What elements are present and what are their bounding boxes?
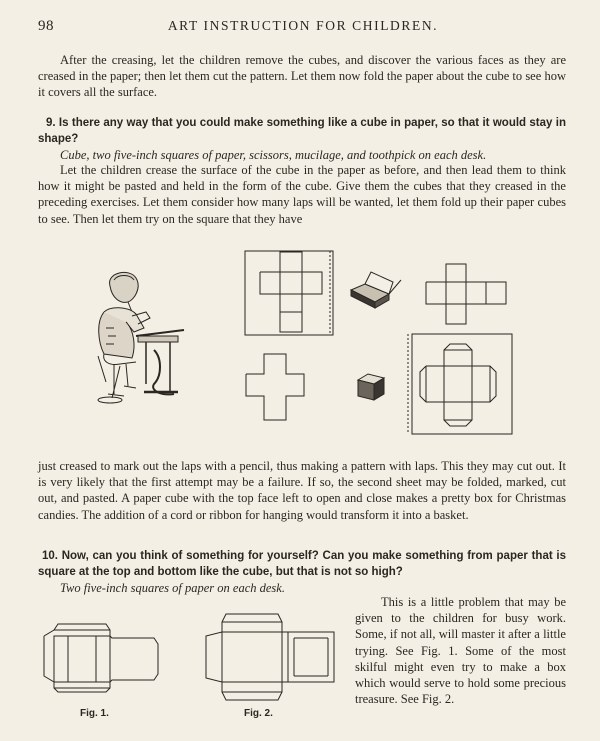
girl-at-desk-illustration [84,266,192,416]
figure-1-caption: Fig. 1. [80,708,109,719]
small-cube-image [354,370,388,404]
page-number: 98 [38,18,54,34]
paragraph-crease-surface: Let the children crease the surface of the cube in the paper as before, and then lead them to think how it might be pasted and held in the form of the cube. Give them the cubes that they creased in the preceding exercises. Let them consider how many laps will be wanted, let them fold up their paper cubes to see. Then let them try on the square that they have [38,163,566,226]
paragraph-creasing: After the creasing, let the children remove the cubes, and discover the various faces as they are creased in the paper; then let them cut the pattern. Let them now fold the paper about the cube to see how it covers all the surface. [38,53,566,100]
figure-2-box-pattern [198,610,338,704]
cross-shape-diagram [242,350,326,424]
figure-1-box-pattern [40,618,162,696]
paragraph-laps: just creased to mark out the laps with a pencil, thus making a pattern with laps. This they may cut out. It is very likely that the first attempt may be a failure. If so, the second sheet may be folded, marked, cut out, and pasted. A paper cube with the top face left to open and close makes a pretty box for Christmas candies. The addition of a cord or ribbon for hanging would transform it into a basket. [38,459,566,522]
page-header [38,18,568,36]
cross-pattern-diagram [422,262,508,326]
pattern-with-laps-diagram [404,332,516,436]
materials-10: Two five-inch squares of paper on each desk. [60,581,285,595]
materials-9: Cube, two five-inch squares of paper, scissors, mucilage, and toothpick on each desk. [60,148,487,162]
folding-cube-image [345,268,407,312]
creased-square-diagram [240,246,340,338]
figure-2-caption: Fig. 2. [244,708,273,719]
running-title: ART INSTRUCTION FOR CHILDREN. [167,18,439,33]
paragraph-busy-work: This is a little problem that may be given to the children for busy work. Some, if not all, will master it after a little trying. See Fig. 1. Some of the most skilful might even try to make a box which would serve to hold some precious treasure. See Fig. 2. [355,595,566,707]
question-9: 9. Is there any way that you could make something like a cube in paper, so that it would stay in shape? [38,117,566,145]
question-10: 10. Now, can you think of something for yourself? Can you make something from paper that is square at the top and bottom like the cube, but that is not so high? [38,550,566,578]
